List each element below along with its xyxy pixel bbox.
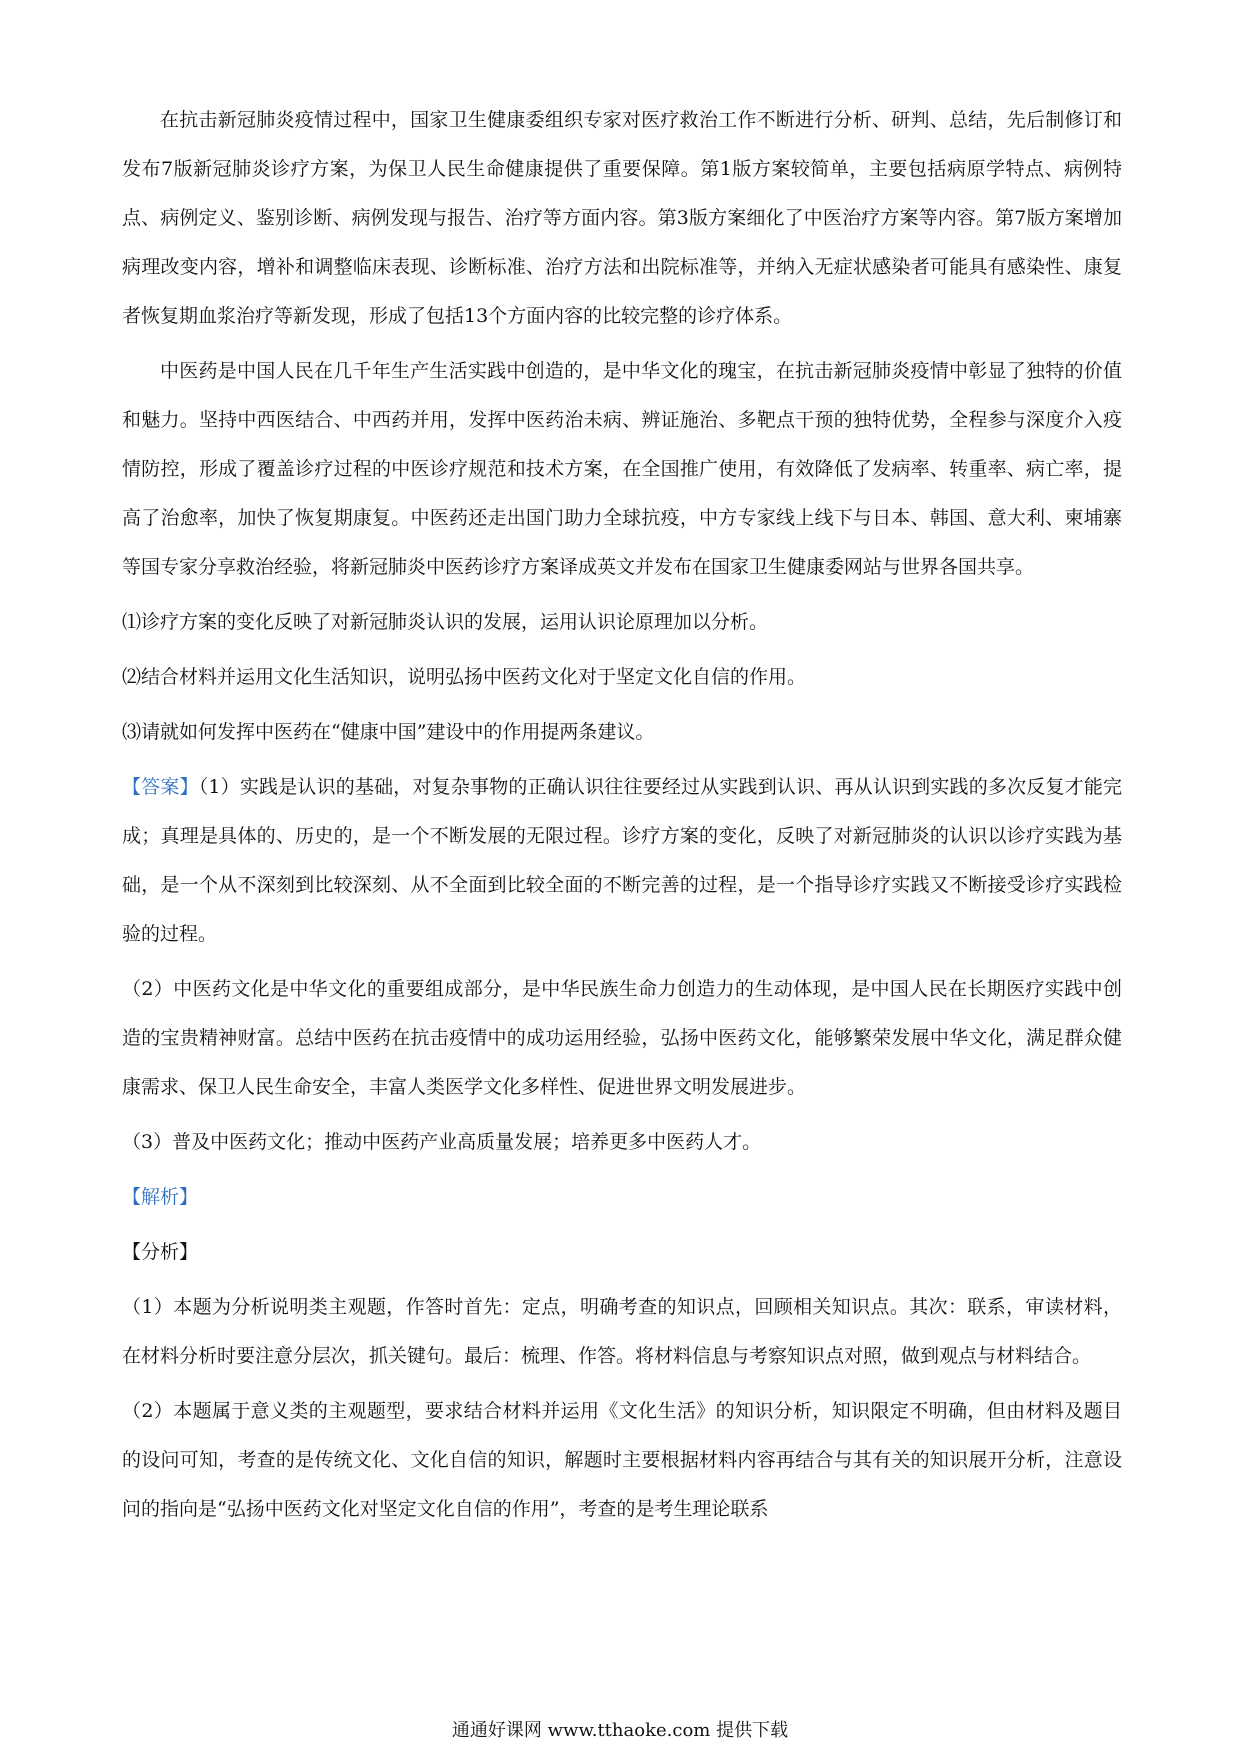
question-3: ⑶请就如何发挥中医药在“健康中国”建设中的作用提两条建议。 <box>122 721 655 743</box>
question-1: ⑴诊疗方案的变化反映了对新冠肺炎认识的发展，运用认识论原理加以分析。 <box>122 611 769 633</box>
analysis-2: （2）本题属于意义类的主观题型，要求结合材料并运用《文化生活》的知识分析，知识限定不明确，但由材料及题目的设问可知，考查的是传统文化、文化自信的知识，解题时主要根据材料内容再结合与其有关的知识展开分析，注意设问的指向是“弘扬中医药文化对坚定文化自信的作用”，考查的是考生理论联系 <box>122 1400 1122 1520</box>
footer-source: 通通好课网 www.tthaoke.com 提供下载 <box>451 1720 789 1741</box>
answer-tag: 【答案】 <box>122 776 199 798</box>
analysis-tag-label: 【解析】 <box>122 1186 199 1208</box>
answer-3: （3）普及中医药文化；推动中医药产业高质量发展；培养更多中医药人才。 <box>122 1131 762 1153</box>
analysis-subheading: 【分析】 <box>122 1241 199 1263</box>
answer-1 <box>122 763 1122 959</box>
analysis-tag <box>122 1173 1122 1222</box>
material-paragraph-1: 在抗击新冠肺炎疫情过程中，国家卫生健康委组织专家对医疗救治工作不断进行分析、研判、总结，先后制修订和发布7版新冠肺炎诊疗方案，为保卫人民生命健康提供了重要保障。第1版方案较简单，主要包括病原学特点、病例特点、病例定义、鉴别诊断、病例发现与报告、治疗等方面内容。第3版方案细化了中医治疗方案等内容。第7版方案增加病理改变内容，增补和调整临床表现、诊断标准、治疗方法和出院标准等，并纳入无症状感染者可能具有感染性、康复者恢复期血浆治疗等新发现，形成了包括13个方面内容的比较完整的诊疗体系。 <box>122 109 1122 327</box>
answer-2: （2）中医药文化是中华文化的重要组成部分，是中华民族生命力创造力的生动体现，是中国人民在长期医疗实践中创造的宝贵精神财富。总结中医药在抗击疫情中的成功运用经验，弘扬中医药文化，能够繁荣发展中华文化，满足群众健康需求、保卫人民生命安全，丰富人类医学文化多样性、促进世界文明发展进步。 <box>122 978 1122 1098</box>
question-2: ⑵结合材料并运用文化生活知识，说明弘扬中医药文化对于坚定文化自信的作用。 <box>122 666 807 688</box>
answer-1-text: （1）实践是认识的基础，对复杂事物的正确认识往往要经过从实践到认识、再从认识到实践的多次反复才能完成；真理是具体的、历史的，是一个不断发展的无限过程。诊疗方案的变化，反映了对新冠肺炎的认识以诊疗实践为基础，是一个从不深刻到比较深刻、从不全面到比较全面的不断完善的过程，是一个指导诊疗实践又不断接受诊疗实践检验的过程。 <box>122 776 1122 945</box>
material-paragraph-2: 中医药是中国人民在几千年生产生活实践中创造的，是中华文化的瑰宝，在抗击新冠肺炎疫情中彰显了独特的价值和魅力。坚持中西医结合、中西药并用，发挥中医药治未病、辨证施治、多靶点干预的独特优势，全程参与深度介入疫情防控，形成了覆盖诊疗过程的中医诊疗规范和技术方案，在全国推广使用，有效降低了发病率、转重率、病亡率，提高了治愈率，加快了恢复期康复。中医药还走出国门助力全球抗疫，中方专家线上线下与日本、韩国、意大利、柬埔寨等国专家分享救治经验，将新冠肺炎中医药诊疗方案译成英文并发布在国家卫生健康委网站与世界各国共享。 <box>122 360 1122 578</box>
analysis-1: （1）本题为分析说明类主观题，作答时首先：定点，明确考查的知识点，回顾相关知识点。其次：联系，审读材料，在材料分析时要注意分层次，抓关键句。最后：梳理、作答。将材料信息与考察知识点对照，做到观点与材料结合。 <box>122 1296 1122 1367</box>
document-content <box>122 96 1122 1534</box>
